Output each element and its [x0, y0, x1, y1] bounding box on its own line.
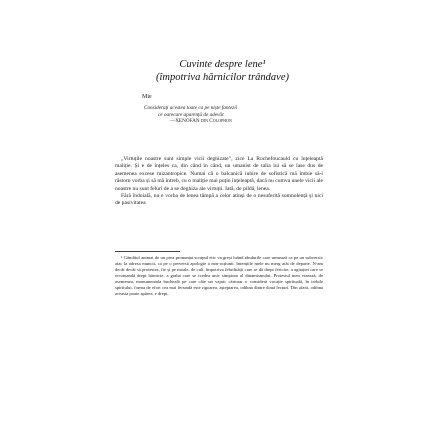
epigraph-attribution: —XENOFAN din Colophon — [170, 118, 232, 124]
footnote — [115, 255, 323, 297]
footnote-separator — [115, 251, 180, 252]
body-text — [115, 156, 323, 208]
chapter-title-line1: Cuvinte despre lene¹ — [179, 59, 266, 70]
body-paragraph-2: Fără îndoială, nu e vorba de lenea tâmpă a celor atinși de o nesuferită somnolență și nici de pasivitatea — [115, 193, 323, 207]
chapter-title — [0, 58, 445, 84]
footnote-paragraph: ¹ Gânditul animat de un prea pronunțat scrupul etic va greși luând rândurile care urmează ca pe un subversiv atac la adresa muncii, ca pe o perversă apologie a non-acțiunii. Intențiile mele nu merg atât de departe. N-am decât decât să protestez, fie și pe moale, de cult, împotriva febrilității care se dă drept fericire, a agitației care se recomandă drept hărnicie, a graba care se credea unic simptom al dinamismului. Protestul meu vizează, de asemenea, monumentala bucheală pe care câte un vajnic cărturar o consideră vocație spirituală, în trebile spiritului, forma de efort cea mai fecundă este rigoarea, așteptarea, odihna dintre două lecturi. Din afară, odihna aceasta poate apărea, e drept, — [115, 255, 323, 296]
body-paragraph-1: „Virtuțile noastre sunt simple vicii deghizate”, zice La Rochefoucauld cu înțeleaptă maliție. Și e de înțeles ca, din când în când, un umanist de talia lui să se lase dus de asemenea excese mizantropice. Numai că o balcanică iubire de sofistică mă îmbie să-i răstorn vorba și să mă întreb, cu o maliție mai puțin înțeleaptă, dacă nu cumva unele vicii ale noastre nu sunt feluri de a se deghiza ale virtuții. Iată, de pildă, lenea. — [115, 156, 323, 192]
epigraph — [144, 105, 344, 125]
chapter-subtitle: (împotriva hărnicilor trândave) — [156, 72, 289, 83]
epigraph-line1: Considerați acestea toate ca pe niște fantezii — [144, 105, 238, 111]
dedication: Mie — [142, 94, 152, 100]
epigraph-line2: ce oarecare aparență de adevăr. — [158, 111, 225, 118]
